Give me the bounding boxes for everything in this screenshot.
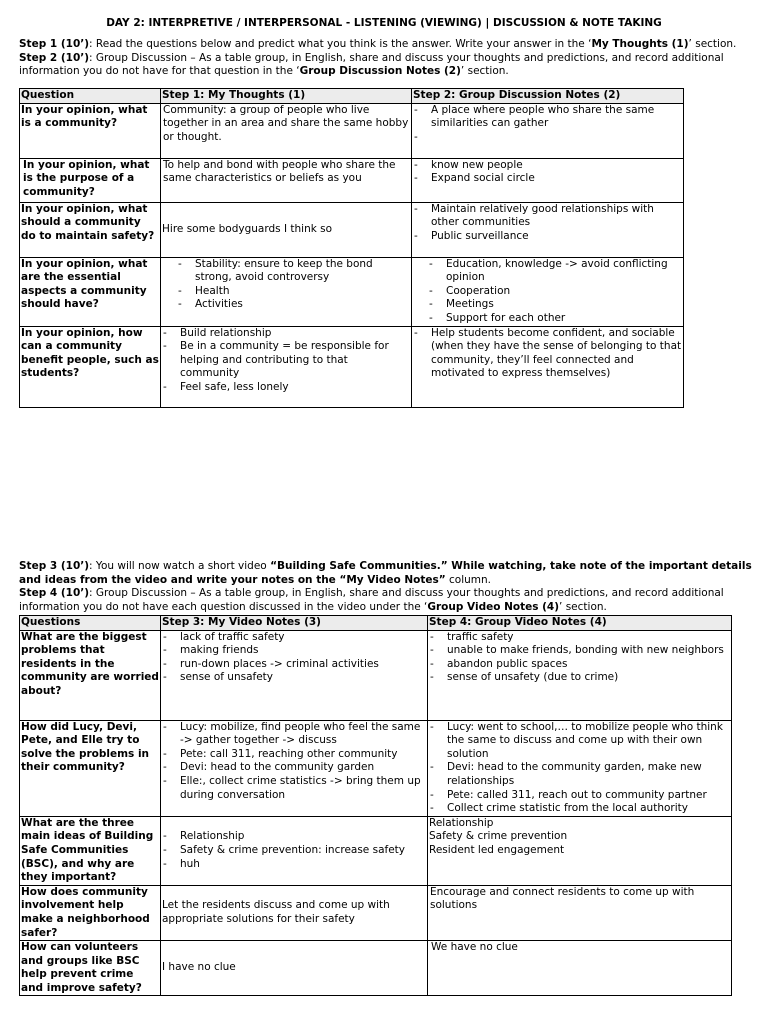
- list-item: - Meetings: [413, 298, 682, 312]
- list-item: - A place where people who share the same similarities can gather: [413, 104, 682, 131]
- list-item: - Lucy: mobilize, find people who feel the same -> gather together -> discuss: [162, 721, 426, 748]
- list-item: - Help students become confident, and sociable (when they have the sense of belonging to that community, they’ll feel connected and motivated to express themselves): [413, 327, 682, 381]
- table-row: [20, 326, 684, 407]
- group-notes-list: [413, 203, 682, 244]
- list-item: - Collect crime statistic from the local authority: [429, 802, 730, 816]
- thoughts-cell[interactable]: Hire some bodyguards I think so: [161, 202, 412, 257]
- group-note-line: Resident led engagement: [429, 843, 565, 856]
- group-notes-list: [413, 258, 682, 326]
- list-item: - Pete: call 311, reaching other community: [162, 748, 426, 762]
- list-item: - Feel safe, less lonely: [162, 381, 410, 395]
- step4-text-end: ’ section.: [559, 600, 607, 613]
- list-item: - unable to make friends, bonding with new neighbors: [429, 644, 730, 658]
- list-item: - Devi: head to the community garden, make new relationships: [429, 761, 730, 788]
- step2-label: Step 2 (10’): [19, 51, 90, 64]
- list-item: - know new people: [413, 159, 682, 173]
- step3-label: Step 3 (10’): [19, 560, 90, 572]
- video-notes-cell[interactable]: I have no clue: [161, 941, 428, 996]
- list-item: - Pete: called 311, reach out to community partner: [429, 789, 730, 803]
- list-item: - sense of unsafety (due to crime): [429, 671, 730, 685]
- group-video-notes-cell[interactable]: [428, 816, 732, 885]
- list-item: - Expand social circle: [413, 172, 682, 186]
- video-notes-table: [19, 615, 732, 996]
- video-notes-cell[interactable]: Let the residents discuss and come up with appropriate solutions for their safety: [161, 885, 428, 940]
- group-video-notes-list: [429, 631, 730, 685]
- list-item: - run-down places -> criminal activities: [162, 658, 426, 672]
- video-notes-list: [162, 631, 426, 685]
- list-item: - making friends: [162, 644, 426, 658]
- list-item: - Health: [162, 285, 410, 299]
- column-header: Questions: [20, 616, 161, 631]
- thoughts-cell[interactable]: Community: a group of people who live together in an area and share the same hobby or thought.: [161, 103, 412, 158]
- group-video-notes-cell[interactable]: [428, 720, 732, 816]
- step3-instruction: [19, 560, 755, 587]
- step3-text-end: column.: [445, 573, 491, 586]
- list-item: - huh: [162, 858, 426, 872]
- group-video-notes-cell[interactable]: We have no clue: [428, 941, 732, 996]
- group-video-notes-list: [429, 721, 730, 816]
- step1-text-end: ’ section.: [688, 38, 737, 50]
- list-item: - Support for each other: [413, 312, 682, 326]
- group-notes-list: [413, 327, 682, 381]
- table-row: [20, 885, 732, 940]
- list-item: - Public surveillance: [413, 230, 682, 244]
- list-item: - Elle:, collect crime statistics -> bring them up during conversation: [162, 775, 426, 802]
- table-row: [20, 816, 732, 885]
- step1-instruction: [19, 38, 755, 52]
- list-item: - Cooperation: [413, 285, 682, 299]
- question-cell[interactable]: In your opinion, what is a community?: [20, 103, 161, 158]
- instructions-top: [19, 38, 755, 79]
- table-header-row: [20, 616, 732, 631]
- group-video-notes-cell[interactable]: Encourage and connect residents to come up with solutions: [428, 885, 732, 940]
- list-item: [413, 131, 682, 144]
- video-notes-cell[interactable]: [161, 816, 428, 885]
- thoughts-list: [162, 258, 410, 312]
- thoughts-table: [19, 88, 684, 408]
- step2-bold: Group Discussion Notes (2): [299, 65, 461, 78]
- table-row: [20, 158, 684, 202]
- list-item: - sense of unsafety: [162, 671, 426, 685]
- thoughts-list: [162, 327, 410, 395]
- step4-text: : Group Discussion – As a table group, in English, share and discuss your thoughts and predictions, and record additional information you do not have each question discussed in the video under the ‘: [19, 587, 724, 613]
- list-item: - Activities: [162, 298, 410, 312]
- question-cell[interactable]: How does community involvement help make a neighborhood safer?: [20, 885, 161, 940]
- thoughts-cell[interactable]: [161, 326, 412, 407]
- group-notes-cell[interactable]: [412, 257, 684, 326]
- video-notes-cell[interactable]: [161, 630, 428, 720]
- column-header: Step 2: Group Discussion Notes (2): [412, 89, 684, 104]
- step1-text: : Read the questions below and predict what you think is the answer. Write your answer in the ‘: [89, 38, 592, 50]
- table-row: [20, 941, 732, 996]
- thoughts-cell[interactable]: [161, 257, 412, 326]
- question-cell[interactable]: In your opinion, what is the purpose of a community?: [20, 158, 161, 202]
- table-row: [20, 257, 684, 326]
- step2-instruction: [19, 52, 755, 79]
- list-item: - Safety & crime prevention: increase safety: [162, 844, 426, 858]
- table-row: [20, 630, 732, 720]
- step2-text: : Group Discussion – As a table group, in English, share and discuss your thoughts and predictions, and record additional information you do not have for that question in the ‘: [19, 51, 724, 78]
- step3-text: : You will now watch a short video: [89, 560, 271, 572]
- column-header: Step 1: My Thoughts (1): [161, 89, 412, 104]
- group-notes-list: [413, 104, 682, 144]
- step4-bold: Group Video Notes (4): [427, 600, 560, 613]
- column-header: Question: [20, 89, 161, 104]
- group-notes-cell[interactable]: [412, 158, 684, 202]
- column-header: Step 3: My Video Notes (3): [161, 616, 428, 631]
- table-header-row: [20, 89, 684, 104]
- question-cell[interactable]: In your opinion, what are the essential aspects a community should have?: [20, 257, 161, 326]
- group-note-line: Relationship: [429, 816, 494, 829]
- video-notes-list: [162, 721, 426, 803]
- list-item: - Education, knowledge -> avoid conflicting opinion: [413, 258, 682, 285]
- column-header: Step 4: Group Video Notes (4): [428, 616, 732, 631]
- list-item: - Build relationship: [162, 327, 410, 341]
- table-row: [20, 720, 732, 816]
- table-row: [20, 103, 684, 158]
- table-row: [20, 202, 684, 257]
- thoughts-cell[interactable]: To help and bond with people who share the same characteristics or beliefs as you: [161, 158, 412, 202]
- group-notes-cell[interactable]: [412, 326, 684, 407]
- question-cell[interactable]: How can volunteers and groups like BSC help prevent crime and improve safety?: [20, 941, 161, 996]
- list-item: - lack of traffic safety: [162, 631, 426, 645]
- list-item: - Lucy: went to school,… to mobilize people who think the same to discuss and come up with their own solution: [429, 721, 730, 762]
- question-cell[interactable]: What are the biggest problems that residents in the community are worried about?: [20, 630, 161, 720]
- group-notes-list: [413, 159, 682, 186]
- list-item: - Maintain relatively good relationships with other communities: [413, 203, 682, 230]
- list-item: - Be in a community = be responsible for helping and contributing to that community: [162, 340, 410, 381]
- list-item: - Devi: head to the community garden: [162, 761, 426, 775]
- question-cell[interactable]: What are the three main ideas of Building Safe Communities (BSC), and why are they important?: [20, 816, 161, 885]
- step1-bold: My Thoughts (1): [591, 38, 689, 50]
- question-cell[interactable]: In your opinion, how can a community benefit people, such as students?: [20, 326, 161, 407]
- instructions-bottom: [19, 560, 755, 614]
- step3-bold: “Building Safe Communities.” While watching, take note of the important details and ideas from the video and write your notes on the “My Video Notes”: [19, 560, 752, 586]
- step2-text-end: ’ section.: [460, 65, 509, 78]
- group-note-line: Safety & crime prevention: [429, 830, 568, 843]
- question-cell[interactable]: How did Lucy, Devi, Pete, and Elle try to solve the problems in their community?: [20, 720, 161, 816]
- video-notes-cell[interactable]: [161, 720, 428, 816]
- group-notes-cell[interactable]: [412, 103, 684, 158]
- group-notes-cell[interactable]: [412, 202, 684, 257]
- list-item: - traffic safety: [429, 631, 730, 645]
- step1-label: Step 1 (10’): [19, 38, 90, 50]
- list-item: - Relationship: [162, 830, 426, 844]
- list-item: - abandon public spaces: [429, 658, 730, 672]
- step4-instruction: [19, 587, 755, 614]
- group-video-notes-cell[interactable]: [428, 630, 732, 720]
- video-notes-list: [162, 830, 426, 871]
- step4-label: Step 4 (10’): [19, 587, 90, 600]
- page-title: DAY 2: INTERPRETIVE / INTERPERSONAL - LISTENING (VIEWING) | DISCUSSION & NOTE TAKING: [106, 17, 662, 29]
- list-item: - Stability: ensure to keep the bond strong, avoid controversy: [162, 258, 410, 285]
- question-cell[interactable]: In your opinion, what should a community do to maintain safety?: [20, 202, 161, 257]
